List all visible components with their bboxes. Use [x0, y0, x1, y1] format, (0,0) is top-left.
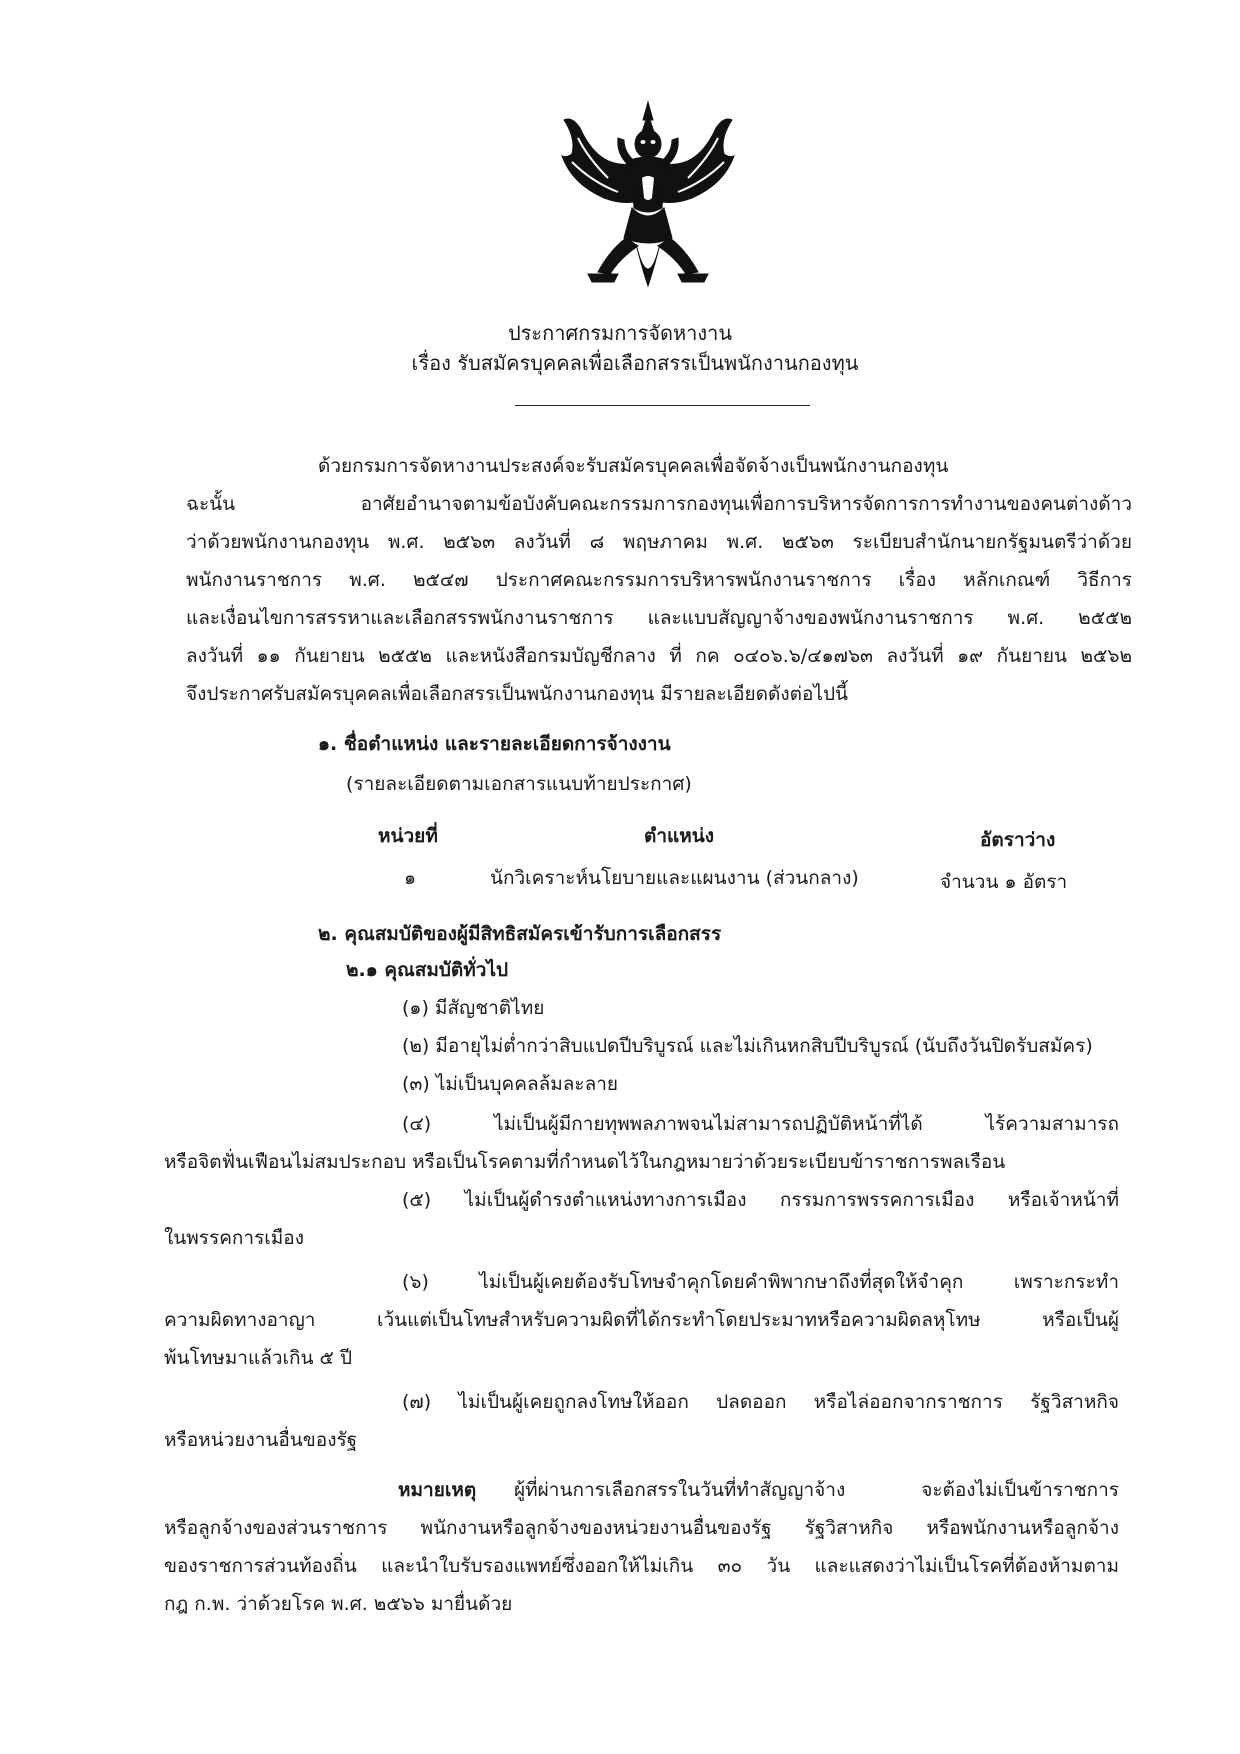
remark-line: หรือลูกจ้างของส่วนราชการ พนักงานหรือลูกจ้างของหน่วยงานอื่นของรัฐ รัฐวิสาหกิจ หรือพนักงานหรือลูกจ้าง — [164, 1517, 1119, 1539]
intro-line: จึงประกาศรับสมัครบุคคลเพื่อเลือกสรรเป็นพนักงานกองทุน มีรายละเอียดดังต่อไปนี้ — [186, 683, 848, 705]
announcement-title — [0, 318, 1240, 378]
table-cell: นักวิเคราะห์นโยบายและแผนงาน (ส่วนกลาง) — [490, 867, 859, 889]
intro-line: ลงวันที่ ๑๑ กันยายน ๒๕๕๒ และหนังสือกรมบัญชีกลาง ที่ กค ๐๔๐๖.๖/๔๑๗๖๓ ลงวันที่ ๑๙ กันยายน ๒๕๖๒ — [186, 645, 1132, 667]
title-divider — [515, 405, 810, 406]
section-1-note: (รายละเอียดตามเอกสารแนบท้ายประกาศ) — [346, 773, 692, 795]
qualification-item-cont: พ้นโทษมาแล้วเกิน ๕ ปี — [164, 1347, 353, 1369]
intro-line: ว่าด้วยพนักงานกองทุน พ.ศ. ๒๕๖๓ ลงวันที่ ๘ พฤษภาคม พ.ศ. ๒๕๖๓ ระเบียบสำนักนายกรัฐมนตรีว่าด้วย — [186, 531, 1132, 553]
remark-label: หมายเหตุ — [398, 1479, 477, 1501]
table-cell: จำนวน ๑ อัตรา — [940, 871, 1068, 893]
qualification-item: (๑) มีสัญชาติไทย — [402, 997, 545, 1019]
qualification-item: (๗) ไม่เป็นผู้เคยถูกลงโทษให้ออก ปลดออก หรือไล่ออกจากราชการ รัฐวิสาหกิจ — [402, 1391, 1119, 1413]
remark-line: กฎ ก.พ. ว่าด้วยโรค พ.ศ. ๒๕๖๖ มายื่นด้วย — [164, 1593, 513, 1615]
qualification-item: (๒) มีอายุไม่ต่ำกว่าสิบแปดปีบริบูรณ์ และไม่เกินหกสิบปีบริบูรณ์ (นับถึงวันปิดรับสมัคร) — [402, 1035, 1093, 1057]
garuda-emblem-icon — [558, 98, 738, 298]
intro-line: พนักงานราชการ พ.ศ. ๒๕๔๗ ประกาศคณะกรรมการบริหารพนักงานราชการ เรื่อง หลักเกณฑ์ วิธีการ — [186, 569, 1132, 591]
qualification-item-cont: หรือจิตฟั่นเฟือนไม่สมประกอบ หรือเป็นโรคตามที่กำหนดไว้ในกฎหมายว่าด้วยระเบียบข้าราชการพลเรือน — [164, 1151, 1006, 1173]
qualification-item: (๔) ไม่เป็นผู้มีกายทุพพลภาพจนไม่สามารถปฏิบัติหน้าที่ได้ ไร้ความสามารถ — [402, 1113, 1119, 1135]
title-line-1: ประกาศกรมการจัดหางาน — [507, 321, 733, 345]
section-1-heading: ๑. ชื่อตำแหน่ง และรายละเอียดการจ้างงาน — [318, 733, 671, 755]
table-header: ตำแหน่ง — [644, 825, 715, 847]
qualification-item-cont: ความผิดทางอาญา เว้นแต่เป็นโทษสำหรับความผิดที่ได้กระทำโดยประมาทหรือความผิดลหุโทษ หรือเป็นผู้ — [164, 1309, 1119, 1331]
table-header: หน่วยที่ — [378, 825, 438, 847]
intro-line: และเงื่อนไขการสรรหาและเลือกสรรพนักงานราชการ และแบบสัญญาจ้างของพนักงานราชการ พ.ศ. ๒๕๕๒ — [186, 607, 1132, 629]
intro-line: ฉะนั้น อาศัยอำนาจตามข้อบังคับคณะกรรมการกองทุนเพื่อการบริหารจัดการการทำงานของคนต่างด้าว — [186, 493, 1132, 515]
intro-line: ด้วยกรมการจัดหางานประสงค์จะรับสมัครบุคคลเพื่อจัดจ้างเป็นพนักงานกองทุน — [318, 455, 949, 477]
section-2-1-heading: ๒.๑ คุณสมบัติทั่วไป — [346, 959, 509, 981]
remark-line: ของราชการส่วนท้องถิ่น และนำใบรับรองแพทย์ซึ่งออกให้ไม่เกิน ๓๐ วัน และแสดงว่าไม่เป็นโรคที่ต้องห้ามตาม — [164, 1555, 1119, 1577]
qualification-item-cont: ในพรรคการเมือง — [164, 1227, 304, 1249]
title-line-2: เรื่อง รับสมัครบุคคลเพื่อเลือกสรรเป็นพนักงานกองทุน — [411, 351, 859, 375]
remark-line: ผู้ที่ผ่านการเลือกสรรในวันที่ทำสัญญาจ้าง จะต้องไม่เป็นข้าราชการ — [514, 1479, 1119, 1501]
table-cell: ๑ — [404, 867, 417, 889]
qualification-item: (๕) ไม่เป็นผู้ดำรงตำแหน่งทางการเมือง กรรมการพรรคการเมือง หรือเจ้าหน้าที่ — [402, 1189, 1119, 1211]
section-2-heading: ๒. คุณสมบัติของผู้มีสิทธิสมัครเข้ารับการเลือกสรร — [318, 923, 722, 945]
qualification-item-cont: หรือหน่วยงานอื่นของรัฐ — [164, 1429, 358, 1451]
table-header: อัตราว่าง — [980, 829, 1056, 851]
qualification-item: (๓) ไม่เป็นบุคคลล้มละลาย — [402, 1073, 619, 1095]
qualification-item: (๖) ไม่เป็นผู้เคยต้องรับโทษจำคุกโดยคำพิพากษาถึงที่สุดให้จำคุก เพราะกระทำ — [402, 1271, 1119, 1293]
